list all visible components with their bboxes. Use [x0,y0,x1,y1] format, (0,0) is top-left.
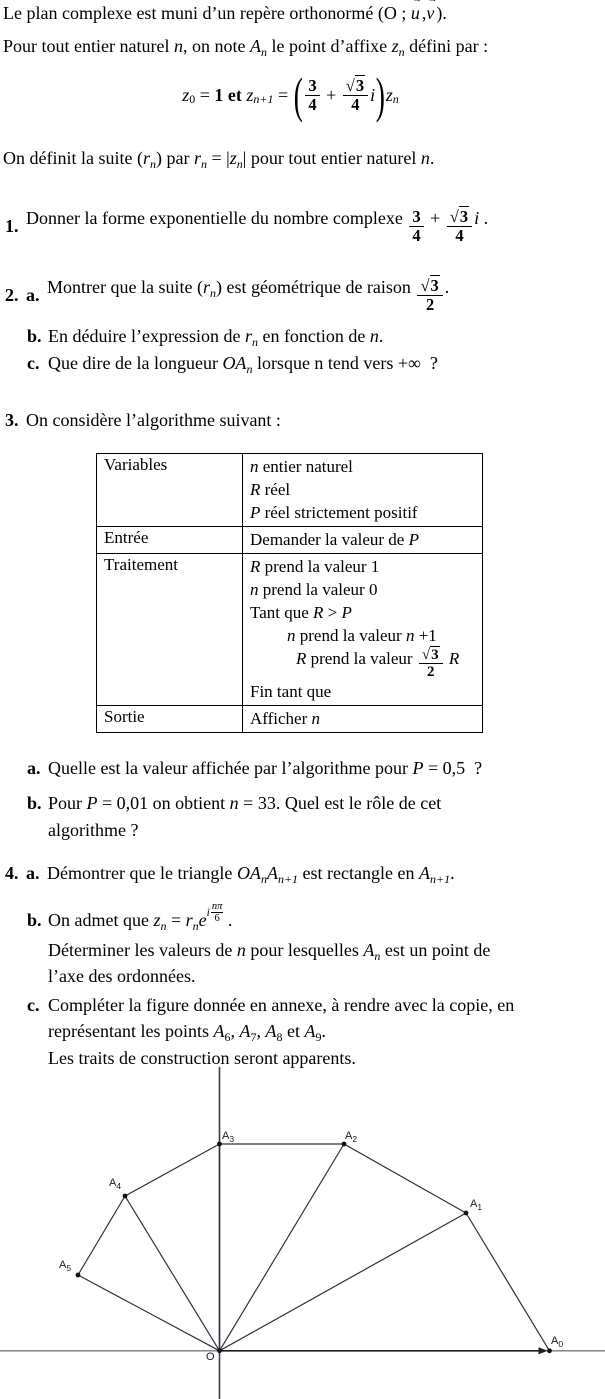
text-segment: A [265,1021,277,1041]
text-segment: n [405,626,415,645]
question-3a-text [48,758,482,779]
recurrence-formula [0,66,593,124]
text-segment: OA [236,863,261,883]
text-segment: ) [156,148,162,168]
text-segment: . [479,207,489,228]
question-3b [27,793,441,814]
intro-line-1 [3,3,447,24]
text-segment: n [369,326,379,346]
text-segment: n [236,940,246,960]
text-segment: r [185,910,193,930]
segment-A3-A4 [125,1144,220,1196]
text-segment: Déterminer les valeurs de [48,940,237,960]
text-segment: est un point de [380,940,491,960]
text-segment: n [260,45,267,59]
question-1-text [26,208,488,245]
text-segment: est géométrique de raison [221,276,416,297]
text-segment: ) [375,66,385,123]
question-4b-letter: b. [27,910,42,930]
text-segment: Les traits de construction seront apparents. [48,1048,356,1068]
question-3b-text [48,793,441,814]
text-segment: z [182,84,190,105]
point-label-a1: $A_1$ [470,1198,483,1212]
text-segment: n [192,919,199,933]
text-segment: n [260,872,267,886]
algorithm-row-content [243,527,483,554]
point-label-sub: 4 [116,1181,122,1191]
text-segment: n [201,157,207,171]
text-segment: $\frac{√3}{2}$ [419,647,443,680]
text-segment: z [153,910,161,930]
text-segment: entier naturel [258,457,353,476]
text-segment: . [442,3,447,23]
text-segment: P [412,758,424,778]
text-segment: 6 [224,1030,231,1044]
question-2c-letter: c. [27,353,40,373]
segment-O-A5 [78,1275,220,1351]
text-segment: A [418,863,430,883]
question-4a-text [47,863,455,884]
text-segment: Montrer que la suite [47,276,197,297]
point-label-sub: 5 [66,1263,72,1273]
text-segment: par [162,148,194,168]
text-segment: 9 [315,1030,322,1044]
text-segment: Fin tant que [250,682,332,702]
algorithm-line [250,555,475,578]
question-3b-letter: b. [27,793,42,813]
text-segment: +1 [414,626,437,645]
intro-line-3 [3,148,434,169]
text-segment: ( [293,66,303,123]
text-segment: = | [207,148,230,168]
text-segment: . [444,276,450,297]
point-label-sub: 3 [229,1134,235,1144]
text-segment: r [142,148,150,168]
question-2b-text [48,326,383,347]
text-segment: A [266,863,278,883]
question-3b-text-2 [48,820,138,841]
text-segment: n [229,793,239,813]
text-segment: Le plan complexe est muni d’un repère orthonormé [3,3,378,23]
text-segment: représentant les points [48,1021,214,1041]
question-2a-letter: a. [26,284,40,305]
text-segment: prend la valeur [295,626,406,645]
question-4a-letter: a. [26,863,40,883]
text-segment: n [374,949,381,963]
text-segment: , [421,3,427,23]
text-segment: = 0,5 ? [423,758,483,778]
point-label-o: O [206,1351,215,1363]
question-2c [27,353,438,374]
text-segment: En déduire l’expression de [48,326,245,346]
text-segment: v [426,3,435,23]
text-segment: ( [377,3,384,23]
text-segment: prend la valeur 0 [258,580,378,599]
text-segment: algorithme ? [48,820,139,840]
question-4b-text-2 [48,940,490,961]
text-segment: Compléter la figure donnée en annexe, à rendre avec la copie, en [48,995,515,1015]
text-segment: R [250,557,261,576]
text-segment: lorsque n tend vers +∞ ? [252,353,438,373]
question-2a-text [47,277,449,314]
segment-O-A4 [125,1196,220,1351]
question-3 [5,410,281,431]
text-segment: ; [396,3,411,23]
text-segment: $\frac{√3}{4}$ [447,208,472,245]
text-segment: | [242,148,247,168]
figure-canvas [0,1067,605,1399]
text-segment: = [166,910,186,930]
text-segment: z [391,36,399,56]
text-segment: n [150,157,156,171]
text-segment: n+1 [277,872,299,886]
algorithm-table [96,453,483,733]
text-segment: n+1 [253,91,274,106]
segment-O-A1 [220,1213,467,1351]
algorithm-line [296,647,475,680]
text-segment: P [250,503,261,522]
question-2a [5,273,449,317]
question-3-text [26,410,281,431]
text-segment: n [250,457,259,476]
text-segment: et [282,1021,305,1041]
text-segment: défini par : [404,36,489,56]
point-dot-o [217,1348,222,1353]
text-segment: Quelle est la valeur affichée par l’algorithme pour [48,758,413,778]
text-segment: O [383,3,397,23]
text-segment: , [256,1021,266,1041]
text-segment: i [474,207,480,228]
text-segment: réel [260,480,291,499]
question-2c-text [48,353,438,374]
text-segment: n [246,362,253,376]
text-segment: = 0,01 on obtient [97,793,230,813]
text-segment: réel strictement positif [260,503,418,522]
text-segment: ( [196,276,203,297]
text-segment: est rectangle en [298,863,419,883]
algorithm-line [250,707,475,730]
text-segment: n [173,36,183,56]
text-segment: n [209,285,216,300]
point-label-sub: 2 [352,1134,358,1144]
text-segment: P [341,603,352,622]
question-3a-letter: a. [27,758,41,778]
text-segment: Que dire de la longueur [48,353,223,373]
arrowhead-a0 [539,1347,548,1354]
text-segment: . [321,1021,326,1041]
text-segment: r [202,276,210,297]
point-dot-a4 [123,1194,128,1199]
text-segment: n [392,91,399,106]
text-segment: 7 [250,1030,257,1044]
text-segment: 0 [189,91,196,106]
algorithm-line [287,624,475,647]
point-label-sub: 0 [558,1339,564,1349]
algorithm-line [250,455,475,478]
text-segment: Pour [48,793,87,813]
text-segment: Pour tout entier naturel [3,36,174,56]
text-segment: Tant que [250,603,314,622]
algorithm-row-content [243,454,483,527]
text-segment: R [448,649,460,668]
text-segment: . [429,148,435,168]
algorithm-table-row [97,706,483,733]
text-segment: P [408,530,419,549]
text-segment: r [193,148,201,168]
text-segment: R [313,603,324,622]
text-segment: On définit la suite [3,148,137,168]
text-segment: n [250,580,259,599]
algorithm-table-row [97,527,483,554]
text-segment: ( [136,148,143,168]
algorithm-row-header: Entrée [97,527,243,554]
text-segment: OA [222,353,247,373]
text-segment: R [250,480,261,499]
algorithm-line [250,680,475,703]
point-label-a3: $A_3$ [222,1130,235,1144]
text-segment: Demander la valeur de [250,530,409,549]
point-label-a0: $A_0$ [551,1335,564,1349]
algorithm-row-header: Traitement [97,554,243,706]
question-4c [27,995,514,1016]
text-segment: n [287,626,296,645]
algorithm-table-row [97,554,483,706]
question-1-number: 1. [5,215,19,236]
text-segment: 8 [276,1030,283,1044]
algorithm-row-content [243,706,483,733]
text-segment: $\frac{√3}{4}$ [343,77,368,114]
text-segment: prend la valeur 1 [260,557,380,576]
segment-O-A2 [220,1144,345,1351]
text-segment: en fonction de [257,326,370,346]
text-segment: ) [215,276,222,297]
text-segment: On admet que [48,910,154,930]
text-segment: $\frac{3}{4}$ [305,77,319,114]
text-segment: A [363,940,375,960]
text-segment: le point d’affixe [266,36,392,56]
question-2-number: 2. [5,284,19,305]
text-segment: z [385,84,393,105]
text-segment: $\frac{√3}{2}$ [417,277,442,314]
text-segment: 1 et [214,84,247,105]
question-4-number: 4. [5,863,19,883]
text-segment: n [251,335,258,349]
text-segment: , on note [182,36,250,56]
algorithm-line [250,478,475,501]
text-segment: $\frac{3}{4}$ [409,208,423,245]
segment-A1-A2 [344,1144,466,1213]
question-1 [5,205,488,247]
annex-figure [0,1067,605,1399]
text-segment: pour tout entier naturel [246,148,421,168]
question-2b-letter: b. [27,326,42,346]
text-segment: A [213,1021,225,1041]
text-segment: A [249,36,261,56]
text-segment: n [311,709,321,729]
text-segment: A [304,1021,316,1041]
text-segment: e [198,910,207,930]
question-4c-letter: c. [27,995,40,1015]
point-label-sub: 1 [477,1202,483,1212]
text-segment: = [195,84,215,105]
text-segment: A [239,1021,251,1041]
question-4c-text-3 [48,1048,356,1069]
text-segment: . [450,863,455,883]
algorithm-table-row [97,454,483,527]
text-segment: Démontrer que le triangle [47,863,237,883]
text-segment: u [410,3,420,23]
point-label-a2: $A_2$ [345,1130,358,1144]
algorithm-line [250,528,475,551]
text-segment: R [296,649,307,668]
text-segment: > [323,603,342,622]
text-segment: z [246,84,254,105]
question-4c-text-2 [48,1021,326,1042]
point-dot-a0 [547,1348,552,1353]
segment-A4-A5 [78,1196,125,1275]
algorithm-line [250,601,475,624]
intro-line-2 [3,36,488,57]
text-segment: = [273,84,293,105]
algorithm-row-header: Variables [97,454,243,527]
point-label-a5: $A_5$ [59,1259,72,1273]
text-segment: . [378,326,384,346]
text-segment: Afficher [250,709,312,729]
text-segment: r [244,326,252,346]
text-segment: n [236,157,243,171]
text-segment: pour lesquelles [245,940,364,960]
text-segment: prend la valeur [306,649,417,668]
question-4c-text [48,995,514,1016]
question-4a [5,863,455,884]
text-segment: . [223,910,233,930]
text-segment: P [86,793,98,813]
text-segment: n [420,148,430,168]
text-segment: Donner la forme exponentielle du nombre complexe [26,207,408,228]
text-segment: i nπ 6 [206,901,223,925]
question-4b [27,901,233,933]
text-segment: z [229,148,237,168]
point-dot-a5 [76,1273,81,1278]
text-segment: ) [436,3,443,23]
question-4b-text [48,901,233,933]
text-segment: l’axe des ordonnées. [48,966,196,986]
text-segment: + [321,84,341,105]
question-3-number: 3. [5,410,19,430]
text-segment: i [370,84,376,105]
algorithm-line [250,501,475,524]
text-segment: On considère l’algorithme suivant : [26,410,281,430]
question-4b-text-3 [48,966,195,987]
text-segment: = 33. Quel est le rôle de cet [238,793,442,813]
text-segment: n [160,919,167,933]
point-label-a4: $A_4$ [109,1177,122,1191]
algorithm-line [250,578,475,601]
question-3a [27,758,482,779]
algorithm-row-header: Sortie [97,706,243,733]
text-segment: n [398,45,405,59]
question-2b [27,326,383,347]
text-segment: n+1 [429,872,451,886]
point-dot-a1 [464,1211,469,1216]
text-segment: + [425,207,445,228]
segment-A0-A1 [466,1213,550,1351]
algorithm-row-content [243,554,483,706]
text-segment: , [230,1021,240,1041]
